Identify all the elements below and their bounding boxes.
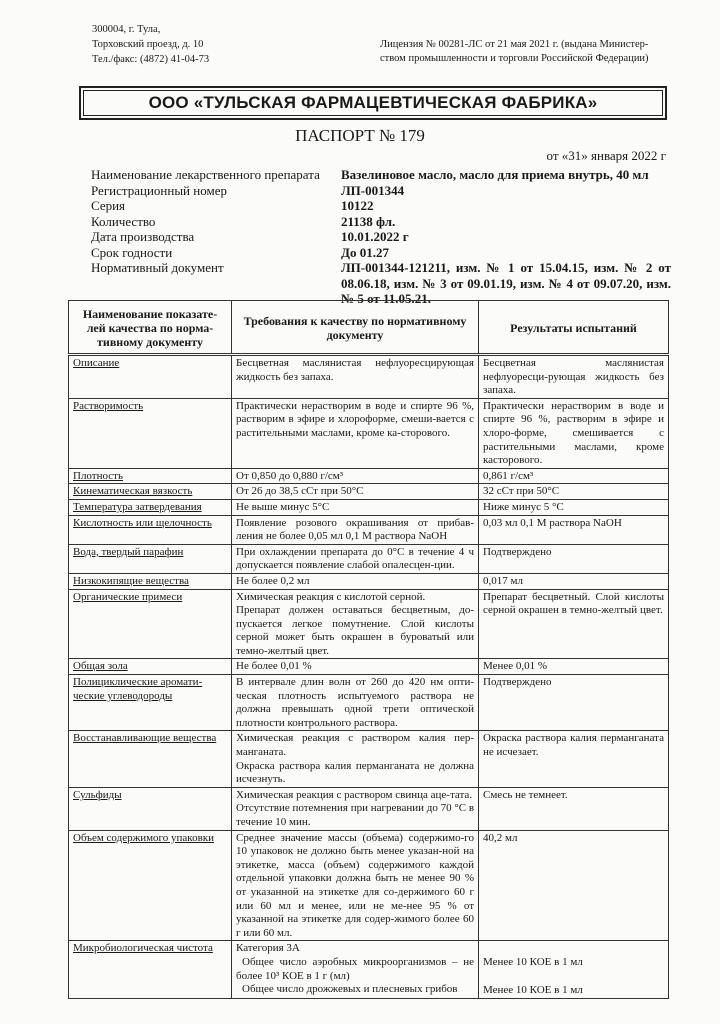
result-text: Препарат бесцветный. Слой кислоты серной окрашен в темно-желтый цвет. — [479, 589, 669, 659]
indicator-name: Сульфиды — [69, 787, 232, 830]
table-header-row — [69, 301, 669, 355]
document-title: ПАСПОРТ № 179 — [295, 126, 425, 145]
info-value: 10122 — [341, 198, 374, 213]
license-line: Лицензия № 00281-ЛС от 21 мая 2021 г. (выдана Министер- — [380, 39, 649, 50]
license-info — [380, 38, 670, 66]
result-text: 40,2 мл — [479, 830, 669, 941]
table-row — [69, 830, 669, 941]
info-value: До 01.27 — [341, 244, 389, 260]
indicator-name: Низкокипящие вещества — [69, 573, 232, 589]
result-text: Менее 0,01 % — [479, 659, 669, 675]
table-row — [69, 589, 669, 659]
info-row — [91, 183, 671, 199]
result-text: Бесцветная маслянистая нефлуоресци-рующая жидкость без запаха. — [479, 355, 669, 399]
result-text: Подтверждено — [479, 544, 669, 573]
table-row — [69, 675, 669, 731]
table-row — [69, 659, 669, 675]
indicator-name: Органические примеси — [69, 589, 232, 659]
info-row — [91, 167, 671, 183]
requirement-text: В интервале длин волн от 260 до 420 нм опти-ческая плотность испытуемого раствора не должна превышать одной трети оптической плотности контрольного раствора. — [232, 675, 479, 731]
indicator-name: Растворимость — [69, 398, 232, 468]
company-name-banner — [79, 86, 667, 120]
requirement-text: Не более 0,2 мл — [232, 573, 479, 589]
result-text: Подтверждено — [479, 675, 669, 731]
table-row — [69, 544, 669, 573]
indicator-name: Восстанавливающие вещества — [69, 731, 232, 787]
phone-line: Тел./факс: (4872) 41-04-73 — [92, 54, 210, 65]
micro-requirement: Общее число аэробных микроорганизмов – не более 10³ КОЕ в 1 г (мл) — [236, 955, 474, 982]
requirement-text: Не выше минус 5°С — [232, 499, 479, 515]
table-row — [69, 484, 669, 500]
micro-requirement: Общее число дрожжевых и плесневых грибов — [242, 983, 458, 996]
table-row — [69, 468, 669, 484]
result-text: 0,017 мл — [479, 573, 669, 589]
info-label: Количество — [91, 213, 156, 229]
info-label: Нормативный документ — [91, 260, 224, 275]
address-line: Торховский проезд, д. 10 — [92, 39, 204, 50]
requirement-text: Химическая реакция с раствором калия пер-манганата. Окраска раствора калия перманганата не должна исчезнуть. — [232, 731, 479, 787]
license-line: ством промышленности и торговли Российской Федерации) — [380, 53, 649, 64]
address-line: 300004, г. Тула, — [92, 24, 161, 35]
info-row — [91, 245, 671, 261]
result-text: Практически нерастворим в воде и спирте 96 %, растворим в эфире и хлоро-форме, смешивается с растительными маслами, кроме касторового. — [479, 398, 669, 468]
info-row — [91, 214, 671, 230]
table-row — [69, 787, 669, 830]
indicator-name: Кислотность или щелочность — [69, 515, 232, 544]
indicator-name: Кинематическая вязкость — [69, 484, 232, 500]
info-label: Регистрационный номер — [91, 182, 227, 198]
column-header-result: Результаты испытаний — [479, 301, 669, 355]
indicator-name: Микробиологическая чистота — [69, 941, 232, 998]
requirement-text: От 26 до 38,5 сСт при 50°С — [232, 484, 479, 500]
table-row — [69, 355, 669, 399]
result-text: 32 сСт при 50°С — [479, 484, 669, 500]
result-text: 0,861 г/см³ — [479, 468, 669, 484]
result-text: Окраска раствора калия перманганата не исчезает. — [479, 731, 669, 787]
requirement-text: Среднее значение массы (объема) содержимо-го 10 упаковок не должно быть менее указан-ной на этикетке, масса (объем) содержимого каждой отдельной упаковки должна быть не менее 90 % от указанной на этикетке для со-держимого 60 г или 60 мл и менее, или не ме-нее 95 % от указанной на этикетке для содер-жимого более 60 г или 60 мл. — [232, 830, 479, 941]
indicator-name: Температура затвердевания — [69, 499, 232, 515]
info-label: Серия — [91, 198, 126, 213]
table-body — [69, 355, 669, 999]
requirement-text: Практически нерастворим в воде и спирте 96 %, растворим в эфире и хлороформе, смеши-вается с растительными маслами, кроме ка-сторового. — [232, 398, 479, 468]
info-row — [91, 198, 671, 214]
company-address — [92, 22, 209, 67]
micro-result: Менее 10 КОЕ в 1 мл — [483, 956, 583, 969]
result-text: Смесь не темнеет. — [479, 787, 669, 830]
table-row — [69, 499, 669, 515]
requirement-text — [232, 941, 479, 998]
info-value: ЛП-001344 — [341, 182, 405, 198]
requirement-text: От 0,850 до 0,880 г/см³ — [232, 468, 479, 484]
column-header-indicator: Наименование показате-лей качества по норма-тивному документу — [69, 301, 232, 355]
micro-result: Менее 10 КОЕ в 1 мл — [483, 983, 583, 996]
indicator-name: Общая зола — [69, 659, 232, 675]
indicator-name: Описание — [69, 355, 232, 399]
product-info — [91, 167, 671, 307]
result-text — [479, 941, 669, 998]
table-row-microbiology — [69, 941, 669, 998]
micro-category: Категория 3А — [236, 942, 300, 955]
quality-spec-table — [68, 300, 669, 999]
requirement-text: Бесцветная маслянистая нефлуоресцирующая жидкость без запаха. — [232, 355, 479, 399]
requirement-text: При охлаждении препарата до 0°С в течение 4 ч допускается появление слабой опалесцен-ции. — [232, 544, 479, 573]
table-row — [69, 398, 669, 468]
info-label: Срок годности — [91, 244, 173, 260]
indicator-name: Объем содержимого упаковки — [69, 830, 232, 941]
requirement-text: Химическая реакция с раствором свинца аце-тата. Отсутствие потемнения при нагревании до 70 °С в течение 10 мин. — [232, 787, 479, 830]
result-text: Ниже минус 5 °С — [479, 499, 669, 515]
table-row — [69, 573, 669, 589]
indicator-name: Вода, твердый парафин — [69, 544, 232, 573]
indicator-name: Полициклические аромати-ческие углеводороды — [69, 675, 232, 731]
info-row — [91, 229, 671, 245]
company-name: ООО «ТУЛЬСКАЯ ФАРМАЦЕВТИЧЕСКАЯ ФАБРИКА» — [148, 93, 598, 112]
requirement-text: Не более 0,01 % — [232, 659, 479, 675]
requirement-text: Химическая реакция с кислотой серной. Препарат должен оставаться бесцветным, до-пускается легкое помутнение. Слой кислоты серной может быть окрашен в буроватый или темно-желтый цвет. — [232, 589, 479, 659]
document-date: от «31» января 2022 г — [546, 148, 666, 163]
table-row — [69, 731, 669, 787]
table-row — [69, 515, 669, 544]
info-label: Наименование лекарственного препарата — [91, 167, 320, 182]
requirement-text: Появление розового окрашивания от прибав-ления не более 0,05 мл 0,1 М раствора NaOH — [232, 515, 479, 544]
info-value: Вазелиновое масло, масло для приема внутрь, 40 мл — [341, 167, 649, 182]
indicator-name: Плотность — [69, 468, 232, 484]
result-text: 0,03 мл 0,1 М раствора NaOH — [479, 515, 669, 544]
column-header-requirement: Требования к качеству по нормативному документу — [232, 301, 479, 355]
info-value: ЛП-001344-121211, изм. № 1 от 15.04.15, изм. № 2 от 08.06.18, изм. № 3 от 09.01.19, изм. № 4 от 09.07.20, изм. № 5 от 11.05.21. — [341, 260, 671, 306]
info-value: 10.01.2022 г — [341, 229, 409, 244]
info-value: 21138 фл. — [341, 213, 396, 229]
info-label: Дата производства — [91, 229, 195, 244]
